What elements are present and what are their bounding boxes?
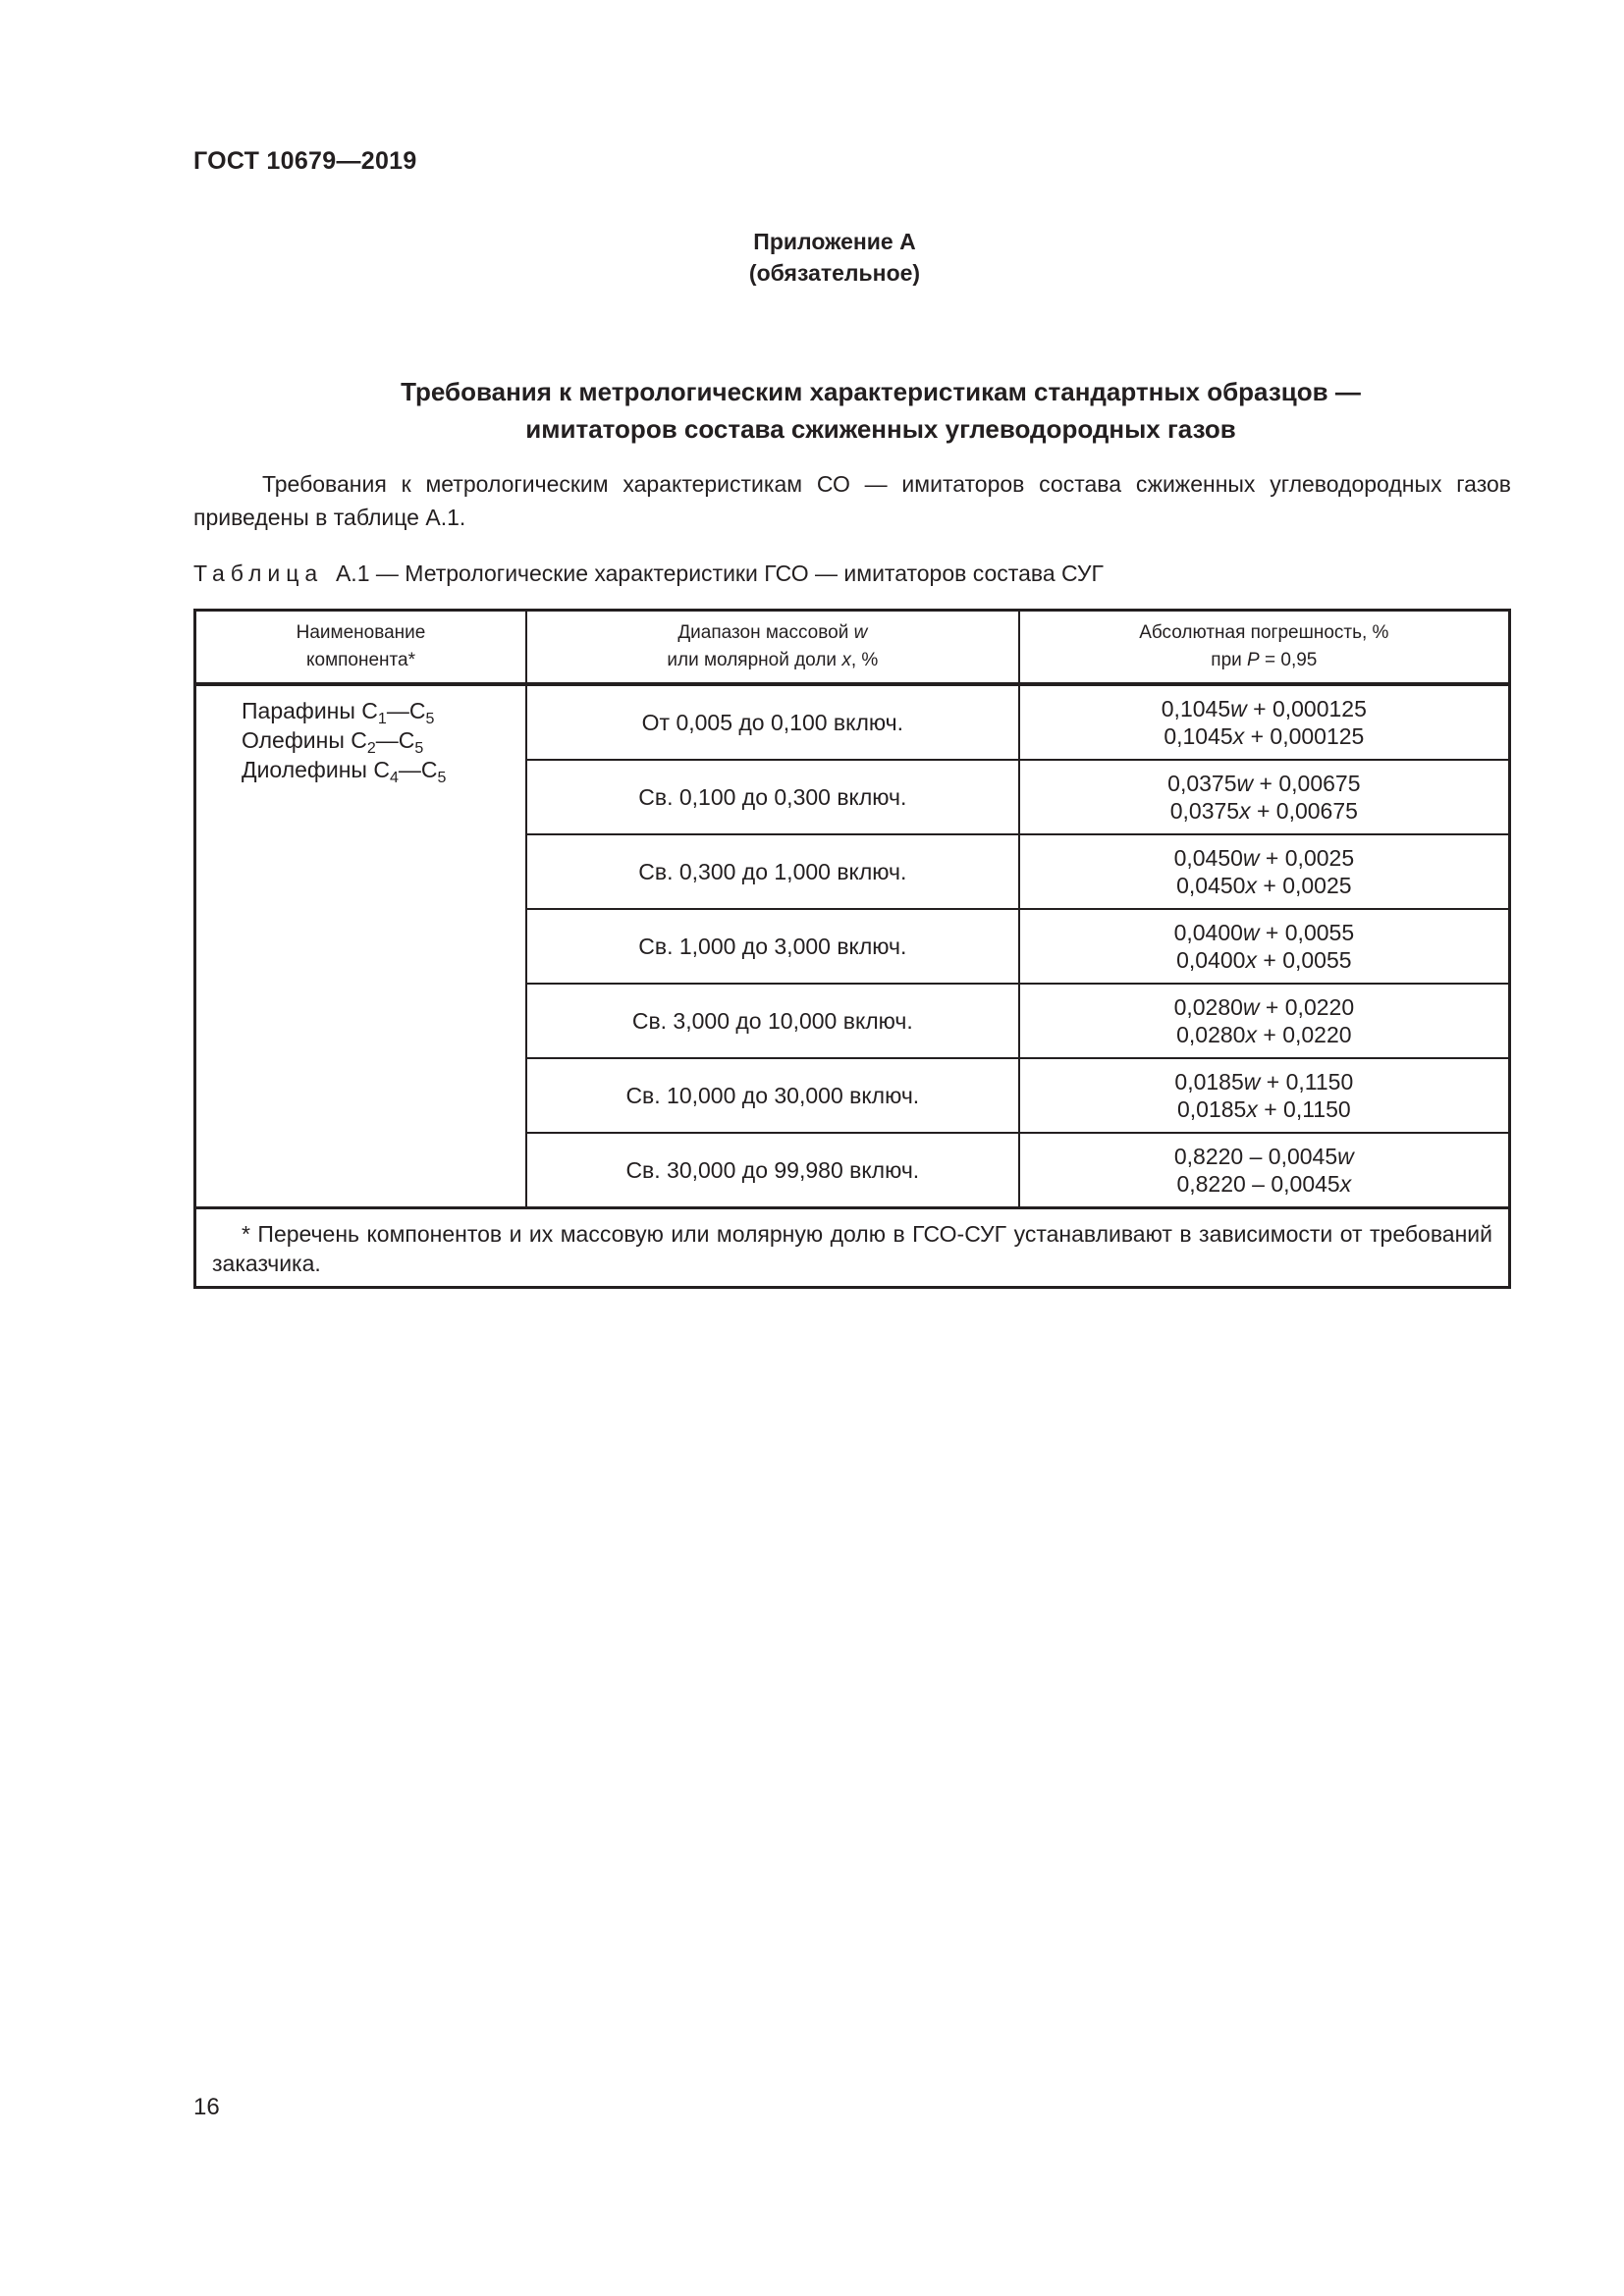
table-row — [195, 684, 1510, 760]
table-footnote-row — [195, 1208, 1510, 1288]
table-caption — [193, 558, 1104, 589]
section-title-line-2: имитаторов состава сжиженных углеводородных газов — [525, 414, 1236, 444]
table-caption-label: Таблица — [193, 561, 324, 586]
error-cell: 0,1045w + 0,000125 0,1045x + 0,000125 — [1019, 684, 1510, 760]
table-header-row — [195, 611, 1510, 685]
component-item: Олефины $С_2—С_5$ — [242, 727, 424, 757]
component-item: Парафины $С_1—С_5$ — [242, 698, 435, 727]
table-caption-text: А.1 — Метрологические характеристики ГСО — имитаторов состава СУГ — [335, 561, 1104, 586]
range-cell: Св. 1,000 до 3,000 включ. — [526, 909, 1019, 984]
range-cell: Св. 3,000 до 10,000 включ. — [526, 984, 1019, 1058]
table-footnote: * Перечень компонентов и их массовую или молярную долю в ГСО-СУГ устанавливают в зависимости от требований заказчика. — [195, 1208, 1510, 1288]
range-cell: Св. 0,100 до 0,300 включ. — [526, 760, 1019, 834]
error-cell: 0,0185w + 0,1150 0,0185x + 0,1150 — [1019, 1058, 1510, 1133]
section-title-line-1: Требования к метрологическим характеристикам стандартных образцов — — [401, 377, 1361, 406]
error-cell: 0,0400w + 0,0055 0,0400x + 0,0055 — [1019, 909, 1510, 984]
header-error: Абсолютная погрешность, % при P = 0,95 — [1019, 611, 1510, 685]
error-cell: 0,0280w + 0,0220 0,0280x + 0,0220 — [1019, 984, 1510, 1058]
error-cell: 0,0375w + 0,00675 0,0375x + 0,00675 — [1019, 760, 1510, 834]
metrology-table — [193, 609, 1511, 1289]
error-cell: 0,0450w + 0,0025 0,0450x + 0,0025 — [1019, 834, 1510, 909]
component-list — [195, 684, 526, 1208]
range-cell: От 0,005 до 0,100 включ. — [526, 684, 1019, 760]
header-component: Наименование компонента* — [195, 611, 526, 685]
range-cell: Св. 30,000 до 99,980 включ. — [526, 1133, 1019, 1208]
page-number: 16 — [193, 2094, 220, 2120]
appendix-title: Приложение А — [753, 229, 916, 254]
range-cell: Св. 10,000 до 30,000 включ. — [526, 1058, 1019, 1133]
appendix-heading — [0, 226, 1624, 289]
component-item: Диолефины $С_4—С_5$ — [242, 757, 447, 786]
header-range: Диапазон массовой w или молярной доли x, % — [526, 611, 1019, 685]
appendix-status: (обязательное) — [748, 260, 921, 286]
error-cell: 0,8220 – 0,0045w 0,8220 – 0,0045x — [1019, 1133, 1510, 1208]
standard-number: ГОСТ 10679—2019 — [193, 147, 417, 175]
section-title — [193, 373, 1509, 448]
range-cell: Св. 0,300 до 1,000 включ. — [526, 834, 1019, 909]
intro-paragraph: Требования к метрологическим характеристикам СО — имитаторов состава сжиженных углеводородных газов приведены в таблице А.1. — [193, 471, 1511, 530]
